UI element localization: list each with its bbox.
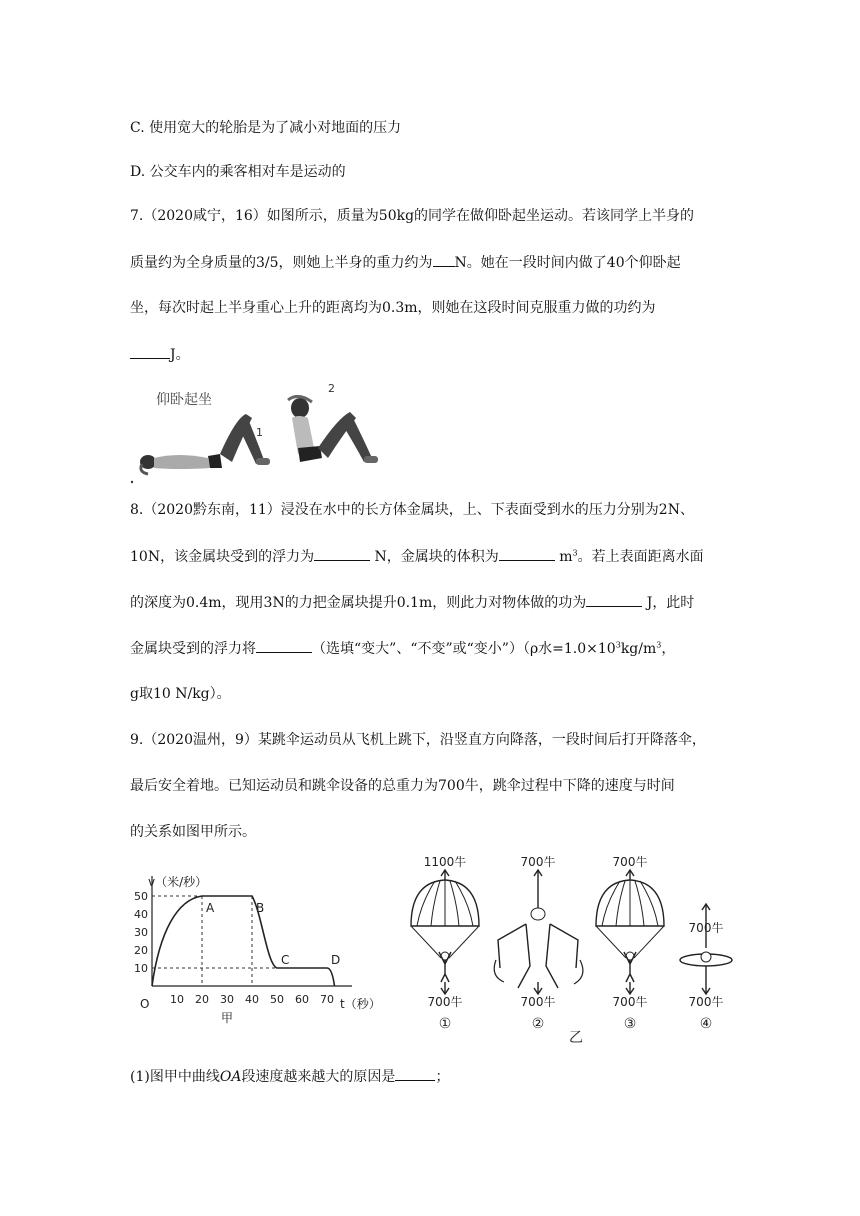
x-tick-label: 20 xyxy=(195,993,209,1006)
sitting-person xyxy=(288,396,378,463)
diagram-number: ④ xyxy=(699,1016,713,1032)
situp-label-2: 2 xyxy=(328,382,335,395)
point-label-c: C xyxy=(281,953,290,967)
top-force-label: 700牛 xyxy=(612,855,648,869)
q8-line1: 8.（2020黔东南，11）浸没在水中的长方体金属块，上、下表面受到水的压力分别为2N、 xyxy=(130,502,694,518)
velocity-time-chart xyxy=(128,848,398,1038)
x-tick-label: 50 xyxy=(270,993,284,1006)
diagram-number: ② xyxy=(531,1016,545,1032)
skydiver-head xyxy=(701,952,711,962)
answer-blank[interactable] xyxy=(433,252,455,267)
bottom-force-label: 700牛 xyxy=(612,995,648,1009)
chart-caption: 甲 xyxy=(221,1011,234,1025)
bottom-force-label: 700牛 xyxy=(520,995,556,1009)
q7-line4: J。 xyxy=(130,344,190,365)
q9-line1: 9.（2020温州，9）某跳伞运动员从飞机上跳下，沿竖直方向降落，一段时间后打开降落伞， xyxy=(130,732,706,748)
y-tick-label: 30 xyxy=(134,926,148,939)
answer-blank[interactable] xyxy=(586,592,642,607)
situp-label-1: 1 xyxy=(256,426,263,439)
bottom-force-label: 700牛 xyxy=(688,995,724,1009)
option-c: C. 使用宽大的轮胎是为了减小对地面的压力 xyxy=(130,120,402,136)
x-tick-label: 70 xyxy=(320,993,334,1006)
pack-fabric xyxy=(494,960,583,984)
point-label-a: A xyxy=(206,901,215,915)
option-d: D. 公交车内的乘客相对车是运动的 xyxy=(130,164,346,180)
forces-figure xyxy=(400,848,740,1048)
figure-caption: 乙 xyxy=(569,1030,583,1046)
diagram-number: ③ xyxy=(623,1016,637,1032)
x-tick-label: 60 xyxy=(295,993,309,1006)
answer-blank[interactable] xyxy=(499,546,555,561)
x-tick-label: 30 xyxy=(220,993,234,1006)
y-axis-label: v（米/秒） xyxy=(148,875,208,889)
q7-line3: 坐，每次时起上半身重心上升的距离均为0.3m，则她在这段时间克服重力做的功约为 xyxy=(130,300,656,316)
answer-blank[interactable] xyxy=(130,344,170,359)
x-tick-label: 40 xyxy=(245,993,259,1006)
velocity-curve xyxy=(152,896,335,986)
y-tick-label: 40 xyxy=(134,908,148,921)
top-force-label: 700牛 xyxy=(688,921,724,935)
skydiver-head xyxy=(531,908,545,920)
q9-line2: 最后安全着地。已知运动员和跳伞设备的总重力为700牛，跳伞过程中下降的速度与时间 xyxy=(130,778,675,794)
skydiver-body-icon xyxy=(498,924,578,988)
situp-figure xyxy=(128,378,448,486)
x-axis-label: t（秒） xyxy=(340,997,381,1011)
answer-blank[interactable] xyxy=(395,1066,435,1081)
origin-label: O xyxy=(140,997,150,1011)
q9-line3: 的关系如图甲所示。 xyxy=(130,824,256,840)
q8-line2: 10N，该金属块受到的浮力为 N，金属块的体积为 $m^3$。若上表面距离水面 xyxy=(130,546,704,567)
point-label-d: D xyxy=(331,953,341,967)
q8-line3: 的深度为0.4m，现用3N的力把金属块提升0.1m，则此力对物体做的功为 J，此时 xyxy=(130,592,694,613)
diagram-number: ① xyxy=(438,1016,452,1032)
q7-line1: 7.（2020咸宁，16）如图所示，质量为50kg的同学在做仰卧起坐运动。若该同学上半身的 xyxy=(130,208,695,224)
force-diagram-4 xyxy=(680,904,732,1032)
q8-line5: g取10 N/kg）。 xyxy=(130,686,231,702)
answer-blank[interactable] xyxy=(256,638,312,653)
force-diagram-1 xyxy=(411,854,479,1032)
q7-line2: 质量约为全身质量的3/5，则她上半身的重力约为 N。她在一段时间内做了40个仰卧起 xyxy=(130,252,681,273)
q8-line4: 金属块受到的浮力将 （选填“变大”、“不变”或“变小”）（ρ水$=1.0\times 10^3kg/m^3$， xyxy=(130,638,675,659)
top-force-label: 1100牛 xyxy=(423,855,467,869)
y-tick-label: 20 xyxy=(134,944,148,957)
answer-blank[interactable] xyxy=(314,546,370,561)
top-force-label: 700牛 xyxy=(520,855,556,869)
force-diagram-3 xyxy=(596,854,664,1032)
q9-sub1: (1)图甲中曲线OA段速度越来越大的原因是 ； xyxy=(130,1066,449,1087)
y-tick-label: 10 xyxy=(134,962,148,975)
point-label-b: B xyxy=(256,901,265,915)
bottom-force-label: 700牛 xyxy=(427,995,463,1009)
situp-caption: 仰卧起坐 xyxy=(156,392,212,408)
y-tick-label: 50 xyxy=(134,890,148,903)
lying-person xyxy=(140,414,270,474)
x-tick-label: 10 xyxy=(170,993,184,1006)
force-diagram-2 xyxy=(494,854,583,1032)
